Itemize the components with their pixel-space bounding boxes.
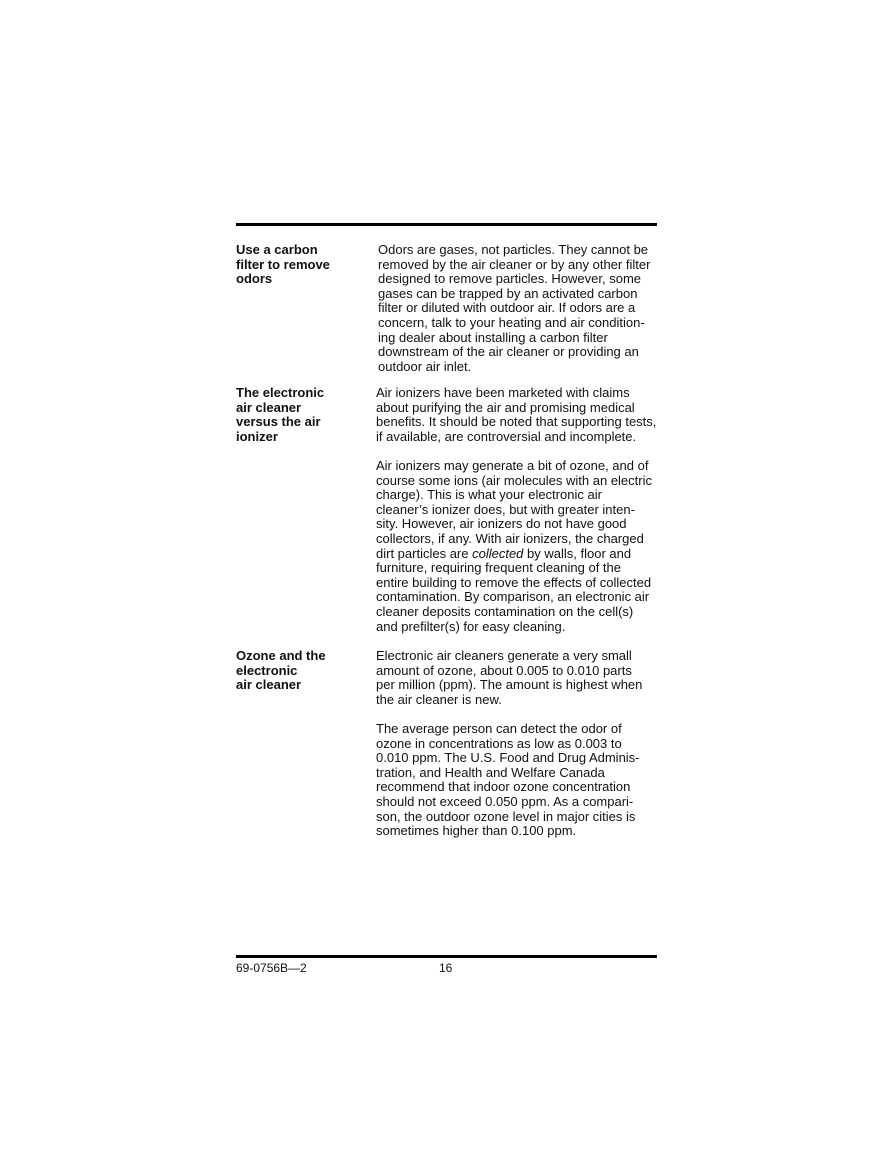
body-paragraph: [376, 459, 658, 634]
body-paragraph: The average person can detect the odor of ozone in concentrations as low as 0.003 to 0.010 ppm. The U.S. Food and Drug Adminis- tration, and Health and Welfare Canada recommend that indoor ozone concentration should not exceed 0.050 ppm. As a compari- son, the outdoor ozone level in major cities is sometimes higher than 0.100 ppm.: [376, 720, 640, 839]
bottom-rule: [236, 955, 657, 958]
section-heading: Ozone and the electronic air cleaner: [236, 648, 326, 693]
body-text: by walls, floor and furniture, requiring frequent cleaning of the entire building to remove the effects of collected contamination. By comparison, an electronic air cleaner deposits contamination on the cell(s) and prefilter(s) for easy cleaning.: [376, 545, 652, 634]
section-body: [376, 649, 658, 839]
top-rule: [236, 223, 657, 226]
section-body: [378, 243, 660, 374]
body-text: Air ionizers may generate a bit of ozone, and of course some ions (air molecules with an electric charge). This is what your electronic air cleaner’s ionizer does, but with greater inten- sity. However, air ionizers do not have good collectors, if any. With air ionizers, the charged dirt particles are: [376, 457, 652, 561]
section-body: [376, 386, 658, 634]
document-code: 69-0756B—2: [236, 961, 307, 975]
section-heading: The electronic air cleaner versus the air ionizer: [236, 385, 325, 444]
page-number: 16: [439, 961, 453, 975]
section-heading: Use a carbon filter to remove odors: [236, 242, 330, 287]
body-paragraph: Electronic air cleaners generate a very small amount of ozone, about 0.005 to 0.010 parts per million (ppm). The amount is highest when the air cleaner is new.: [376, 648, 643, 707]
body-paragraph: Odors are gases, not particles. They cannot be removed by the air cleaner or by any other filter designed to remove particles. However, some gases can be trapped by an activated carbon filter or diluted with outdoor air. If odors are a concern, talk to your heating and air condition- ing dealer about installing a carbon filter downstream of the air cleaner or providing an outdoor air inlet.: [378, 242, 651, 374]
body-paragraph: Air ionizers have been marketed with claims about purifying the air and promising medical benefits. It should be noted that supporting tests, if available, are controversial and incomplete.: [376, 385, 657, 444]
emphasis-text: collected: [472, 545, 524, 561]
